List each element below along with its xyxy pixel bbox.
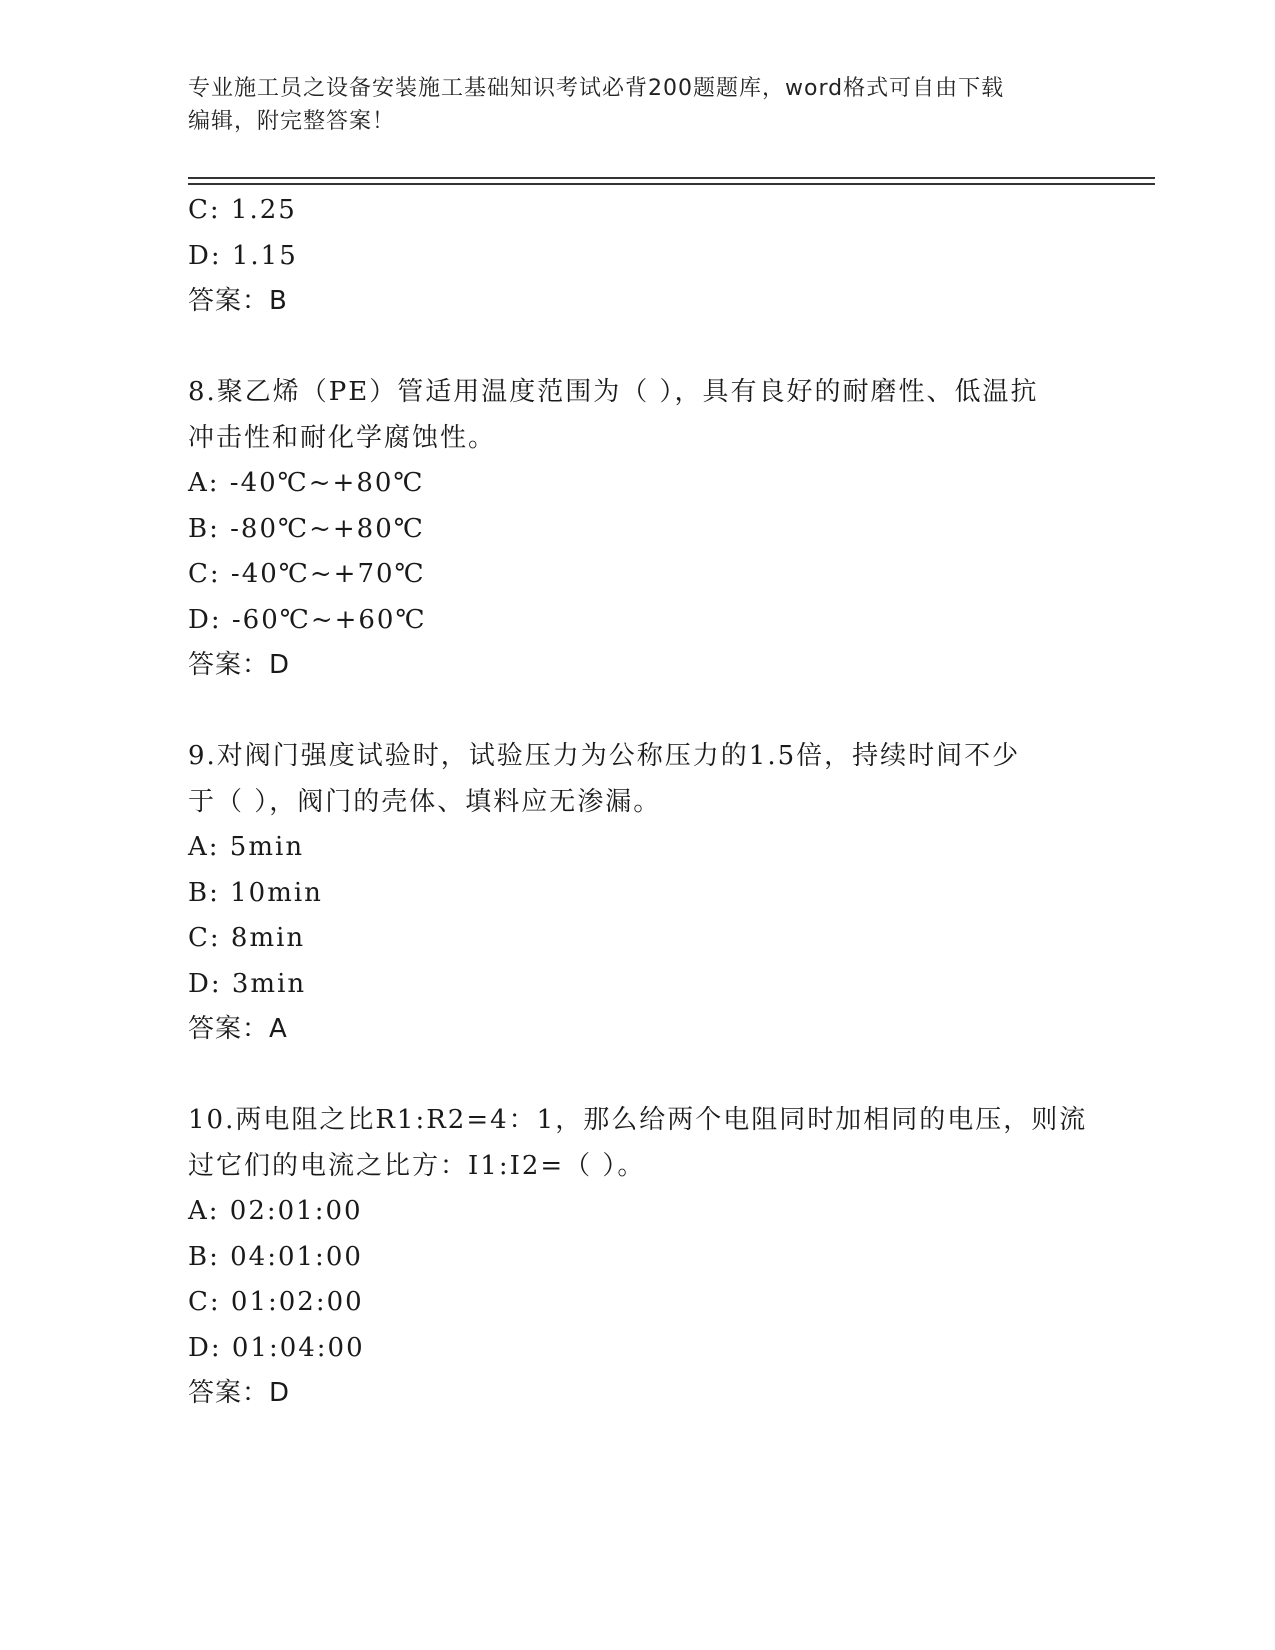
header-title-line-1: 专业施工员之设备安装施工基础知识考试必背200题题库，word格式可自由下载: [188, 76, 1005, 101]
question-stem-line-2: 冲击性和耐化学腐蚀性。: [188, 422, 497, 453]
option-c: C: 01:02:00: [188, 1287, 364, 1317]
answer-line: 答案：A: [188, 1014, 288, 1044]
option-d: D: 1.15: [188, 240, 298, 271]
option-c: C: 8min: [188, 923, 306, 953]
option-a: A: 02:01:00: [188, 1196, 363, 1226]
question-9: [188, 734, 1088, 1053]
option-d: D: 01:04:00: [188, 1332, 365, 1363]
option-c: C: -40℃~+70℃: [188, 559, 426, 589]
question-content: [188, 188, 1088, 1417]
option-c: C: 1.25: [188, 195, 297, 225]
option-b: B: -80℃~+80℃: [188, 513, 425, 544]
answer-line: 答案：D: [188, 650, 291, 680]
previous-question-tail: [188, 188, 1088, 325]
answer-line: 答案：D: [188, 1378, 291, 1408]
option-a: A: 5min: [188, 832, 305, 862]
question-stem-line-2: 过它们的电流之比方：I1:I2=（ ）。: [188, 1150, 646, 1181]
option-d: D: 3min: [188, 968, 307, 999]
spacer: [188, 689, 1088, 735]
header-title-line-2: 编辑，附完整答案！: [188, 109, 396, 134]
option-d: D: -60℃~+60℃: [188, 604, 427, 635]
question-stem-line-2: 于（ ），阀门的壳体、填料应无渗漏。: [188, 786, 662, 817]
option-a: A: -40℃~+80℃: [188, 468, 425, 498]
question-stem-line-1: 10.两电阻之比R1:R2=4：1，那么给两个电阻同时加相同的电压，则流: [188, 1105, 1088, 1135]
answer-line: 答案：B: [188, 286, 288, 316]
spacer: [188, 325, 1088, 371]
header-divider-top: [188, 177, 1155, 179]
option-b: B: 04:01:00: [188, 1241, 363, 1272]
spacer: [188, 1053, 1088, 1099]
document-header: [188, 72, 1088, 138]
option-b: B: 10min: [188, 877, 323, 908]
header-divider-bottom: [188, 183, 1155, 185]
question-8: [188, 370, 1088, 689]
question-10: [188, 1098, 1088, 1417]
question-stem-line-1: 8.聚乙烯（PE）管适用温度范围为（ ），具有良好的耐磨性、低温抗: [188, 377, 1039, 407]
question-stem-line-1: 9.对阀门强度试验时，试验压力为公称压力的1.5倍，持续时间不少: [188, 741, 1021, 771]
